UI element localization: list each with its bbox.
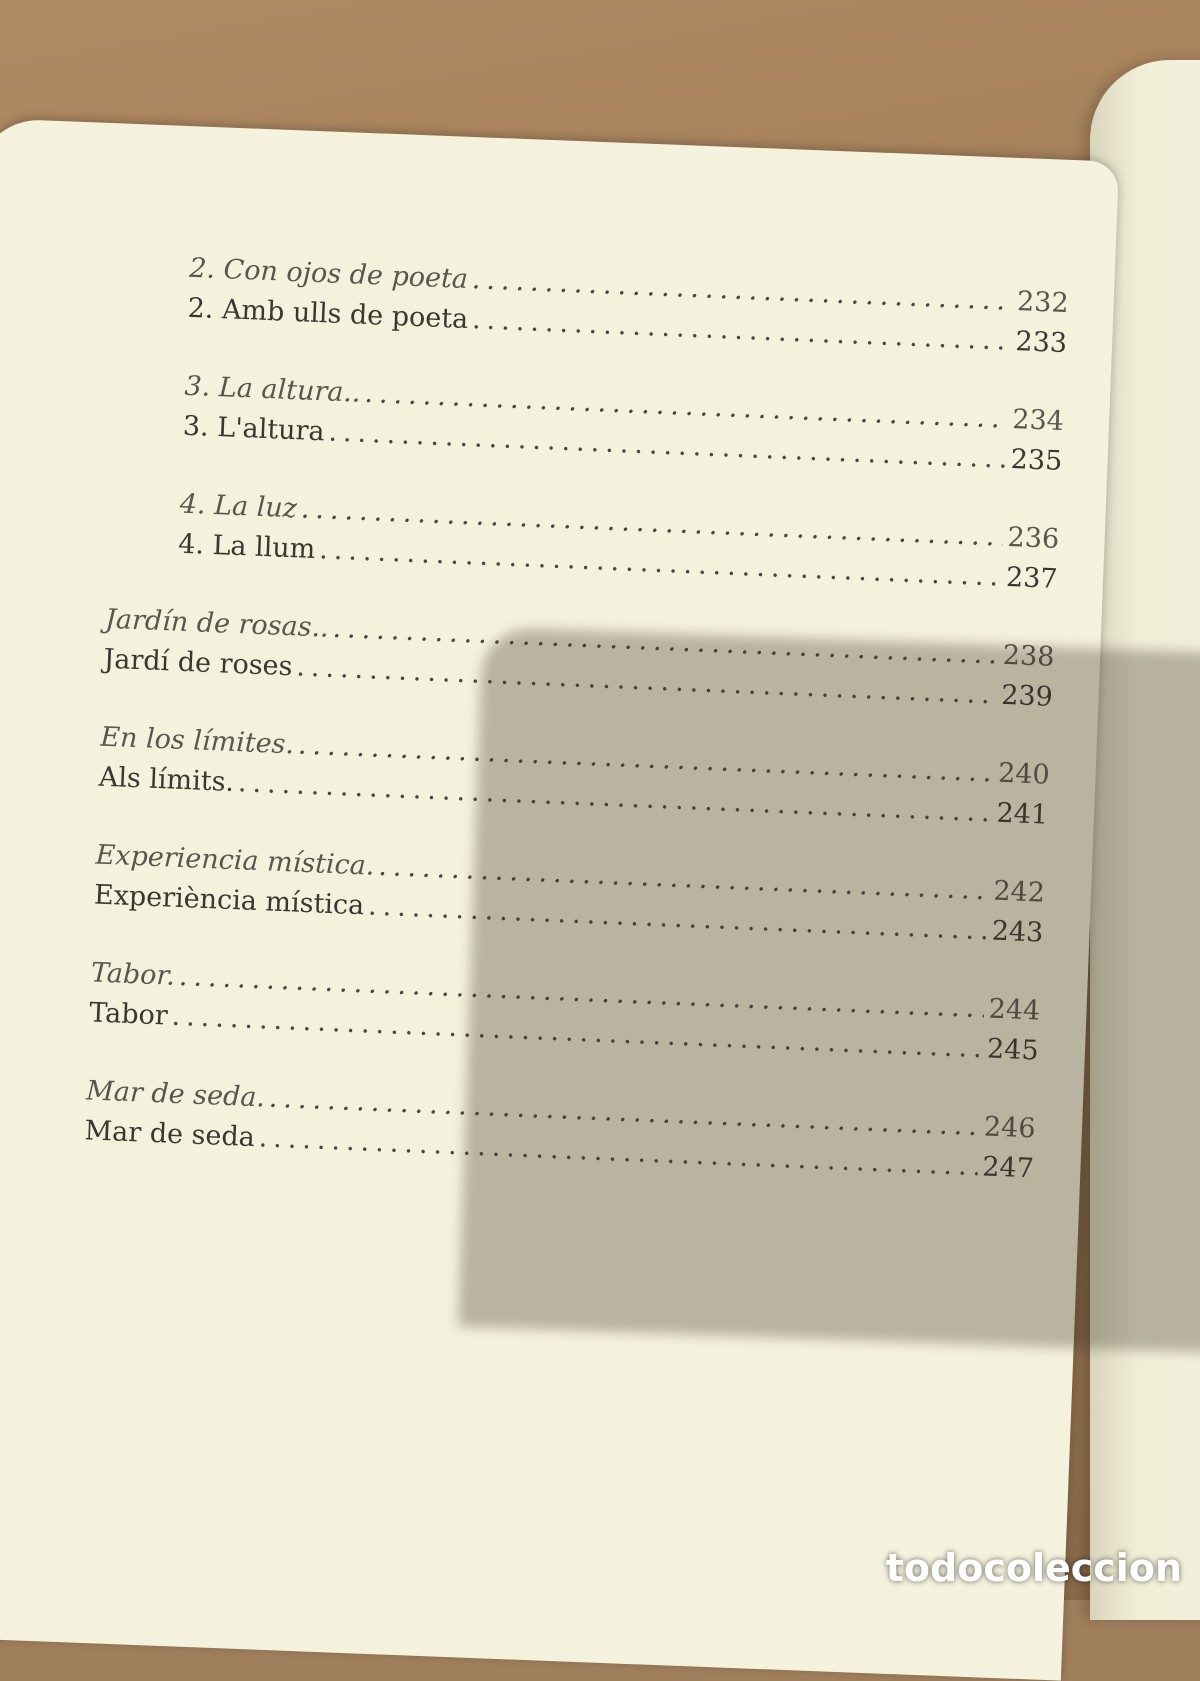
toc-entry-page-number: 233 — [1014, 326, 1068, 360]
toc-entry-title: 3. La altura.. — [183, 370, 362, 409]
toc-entry-page-number: 235 — [1010, 443, 1063, 477]
toc-entry-title: En los límites. — [99, 721, 295, 761]
toc-entry-title: Mar de seda. — [85, 1075, 266, 1114]
watermark-logo: todocoleccion — [885, 1546, 1182, 1590]
hand-shadow — [458, 627, 1200, 1353]
toc-entry-title: 3. L'altura — [182, 410, 326, 448]
toc-entry-title: 2. Con ojos de poeta — [188, 252, 469, 295]
toc-entry-page-number: 240 — [997, 757, 1051, 791]
toc-entry-page-number: 246 — [983, 1111, 1037, 1145]
toc-entry-title: Jardín de rosas.. — [104, 603, 330, 644]
toc-entry-page-number: 244 — [988, 993, 1041, 1027]
toc-group — [182, 371, 1065, 486]
toc-entry-title: Als límits. — [98, 761, 235, 798]
toc-entry-title: Tabor. — [90, 957, 176, 992]
toc-entry-title: Jardí de roses — [102, 643, 294, 683]
toc-entry-title: Experiència mística — [93, 879, 365, 922]
toc-group — [177, 489, 1060, 604]
toc-entry-page-number: 236 — [1007, 521, 1060, 555]
toc-entry-page-number: 238 — [1002, 639, 1056, 673]
toc-entry-title: Tabor — [88, 997, 169, 1032]
toc-entry-page-number: 245 — [986, 1033, 1040, 1067]
toc-entry-page-number: 232 — [1016, 286, 1070, 320]
toc-entry-title: 2. Amb ulls de poeta — [187, 292, 469, 336]
toc-entry-title: 4. La luz — [179, 488, 298, 525]
toc-entry-title: 4. La llum — [177, 528, 316, 566]
toc-entry-page-number: 242 — [992, 875, 1046, 909]
toc-entry-page-number: 241 — [995, 797, 1049, 831]
toc-entry-page-number: 247 — [981, 1151, 1035, 1185]
toc-entry-page-number: 243 — [991, 915, 1044, 949]
toc-entry-page-number: 237 — [1005, 561, 1059, 595]
toc-entry-page-number: 234 — [1011, 403, 1065, 438]
toc-entry-title: Mar de seda — [84, 1115, 256, 1154]
toc-entry-page-number: 239 — [1000, 679, 1054, 713]
toc-entry-title: Experiencia mística. — [95, 839, 376, 882]
